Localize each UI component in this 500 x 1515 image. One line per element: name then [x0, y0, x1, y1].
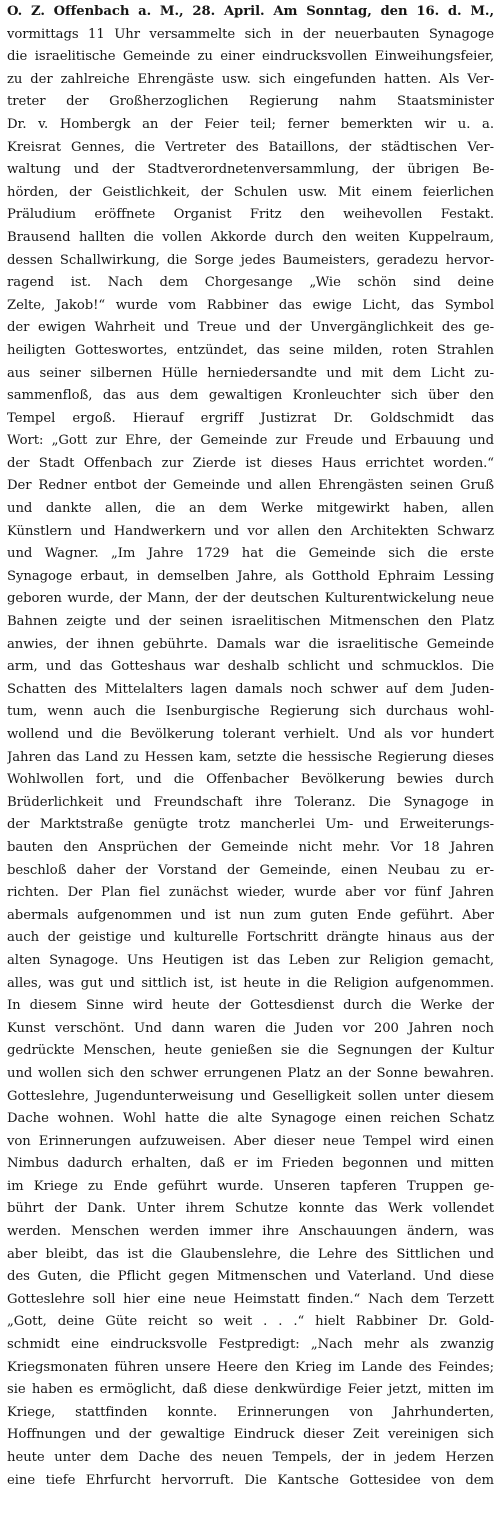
text-line: Kriegsmonaten führen unsere Heere den Krieg im Lande des Feindes; [7, 1359, 494, 1375]
text-line: die israelitische Gemeinde zu einer eindrucksvollen Einweihungsfeier, [7, 49, 494, 65]
text-line: In diesem Sinne wird heute der Gottesdienst durch die Werke der [7, 998, 494, 1014]
text-line: Brausend hallten die vollen Akkorde durch den weiten Kuppelraum, [7, 229, 494, 245]
text-line: hörden, der Geistlichkeit, der Schulen usw. Mit einem feierlichen [7, 184, 494, 200]
text-line: richten. Der Plan fiel zunächst wieder, wurde aber vor fünf Jahren [7, 885, 494, 901]
text-line: Tempel ergoß. Hierauf ergriff Justizrat Dr. Goldschmidt das [7, 410, 494, 426]
text-line: Dr. v. Hombergk an der Feier teil; ferner bemerkten wir u. a. [7, 116, 494, 132]
text-line: Jahren das Land zu Hessen kam, setzte die hessische Regierung dieses [7, 749, 494, 765]
text-line: vormittags 11 Uhr versammelte sich in der neuerbauten Synagoge [7, 26, 494, 42]
text-line [7, 1492, 494, 1515]
text-line: zu der zahlreiche Ehrengäste usw. sich eingefunden hatten. Als Ver- [7, 71, 494, 87]
text-line: des Guten, die Pflicht gegen Mitmenschen und Vaterland. Und diese [7, 1269, 494, 1285]
text-line: werden. Menschen werden immer ihre Anschauungen ändern, was [7, 1224, 494, 1240]
text-line: Brüderlichkeit und Freundschaft ihre Toleranz. Die Synagoge in [7, 794, 494, 810]
text-line: dessen Schallwirkung, die Sorge jedes Baumeisters, geradezu hervor- [7, 252, 494, 268]
text-line: beschloß daher der Vorstand der Gemeinde, einen Neubau zu er- [7, 862, 494, 878]
text-line: der Marktstraße genügte trotz mancherlei Um- und Erweiterungs- [7, 817, 494, 833]
text-line: wollend und die Bevölkerung tolerant verhielt. Und als vor hundert [7, 727, 494, 742]
text-line: waltung und der Stadtverordnetenversammlung, der übrigen Be- [7, 162, 494, 178]
text-line: geboren wurde, der Mann, der der deutschen Kulturentwickelung neue [7, 591, 494, 607]
text-line: Kunst verschönt. Und dann waren die Juden vor 200 Jahren noch [7, 1020, 494, 1036]
text-line: der ewigen Wahrheit und Treue und der Unvergänglichkeit des ge- [7, 320, 494, 336]
text-line: Nimbus dadurch erhalten, daß er im Frieden begonnen und mitten [7, 1156, 494, 1172]
text-line: treter der Großherzoglichen Regierung nahm Staatsminister [7, 94, 494, 110]
text-line: bührt der Dank. Unter ihrem Schutze konnte das Werk vollendet [7, 1201, 494, 1217]
text-line: Künstlern und Handwerkern und vor allen den Architekten Schwarz [7, 523, 494, 539]
text-line: schmidt eine eindrucksvolle Festpredigt: „Nach mehr als zwanzig [7, 1337, 494, 1353]
text-line: aus seiner silbernen Hülle herniedersandte und mit dem Licht zu- [7, 365, 494, 381]
text-line: Bahnen zeigte und der seinen israelitischen Mitmenschen den Platz [7, 614, 494, 630]
text-line: Hoffnungen und der gewaltige Eindruck dieser Zeit vereinigen sich [7, 1427, 494, 1443]
text-line: und dankte allen, die an dem Werke mitgewirkt haben, allen [7, 501, 494, 517]
dateline: O. Z. Offenbach a. M., 28. April. Am Sonntag, den 16. d. M., [7, 4, 494, 19]
text-line: sammenfloß, das aus dem gewaltigen Kronleuchter sich über den [7, 388, 494, 404]
text-line: im Kriege zu Ende geführt wurde. Unseren tapferen Truppen ge- [7, 1178, 494, 1194]
text-line: Präludium eröffnete Organist Fritz den weihevollen Festakt. [7, 207, 494, 223]
text-line: arm, und das Gotteshaus war deshalb schlicht und schmucklos. Die [7, 659, 494, 675]
text-line: auch der geistige und kulturelle Fortschritt drängte hinaus aus der [7, 930, 494, 946]
text-line: gedrückte Menschen, heute genießen sie die Segnungen der Kultur [7, 1043, 494, 1059]
text-line: bauten den Ansprüchen der Gemeinde nicht mehr. Vor 18 Jahren [7, 839, 494, 855]
text-line: von Erinnerungen aufzuweisen. Aber dieser neue Tempel wird einen [7, 1133, 494, 1149]
text-line: sie haben es ermöglicht, daß diese denkwürdige Feier jetzt, mitten im [7, 1382, 494, 1398]
text-line: Zelte, Jakob!“ wurde vom Rabbiner das ewige Licht, das Symbol [7, 297, 494, 313]
text-line: ragend ist. Nach dem Chorgesange „Wie schön sind deine [7, 275, 494, 291]
text-line: Dache wohnen. Wohl hatte die alte Synagoge einen reichen Schatz [7, 1111, 494, 1127]
text-line: aber bleibt, das ist die Glaubenslehre, die Lehre des Sittlichen und [7, 1246, 494, 1262]
text-line: anwies, der ihnen gebührte. Damals war die israelitische Gemeinde [7, 636, 494, 652]
text-line: alles, was gut und sittlich ist, ist heute in die Religion aufgenommen. [7, 975, 494, 991]
text-line: Gotteslehre, Jugendunterweisung und Geselligkeit sollen unter diesem [7, 1088, 494, 1104]
text-line: Wort: „Gott zur Ehre, der Gemeinde zur Freude und Erbauung und [7, 433, 494, 449]
text-line: alten Synagoge. Uns Heutigen ist das Leben zur Religion gemacht, [7, 952, 494, 968]
text-line: eine tiefe Ehrfurcht hervorruft. Die Kantsche Gottesidee von dem [7, 1472, 494, 1488]
text-line: Wohlwollen fort, und die Offenbacher Bevölkerung bewies durch [7, 772, 494, 788]
text-line: heute unter dem Dache des neuen Tempels, der in jedem Herzen [7, 1450, 494, 1465]
text-line: und Wagner. „Im Jahre 1729 hat die Gemeinde sich die erste [7, 546, 494, 562]
text-line: Kriege, stattfinden konnte. Erinnerungen von Jahrhunderten, [7, 1404, 494, 1420]
text-line: und wollen sich den schwer errungenen Platz an der Sonne bewahren. [7, 1065, 494, 1081]
text-line: der Stadt Offenbach zur Zierde ist dieses Haus errichtet worden.“ [7, 455, 494, 471]
text-line: „Gott, deine Güte reicht so weit . . .“ hielt Rabbiner Dr. Gold- [7, 1314, 494, 1330]
text-line: Der Redner entbot der Gemeinde und allen Ehrengästen seinen Gruß [7, 478, 494, 494]
text-line: heiligten Gotteswortes, entzündet, das seine milden, roten Strahlen [7, 342, 494, 358]
text-line: abermals aufgenommen und ist nun zum guten Ende geführt. Aber [7, 907, 494, 923]
text-line: tum, wenn auch die Isenburgische Regierung sich durchaus wohl- [7, 704, 494, 720]
text-line: Synagoge erbaut, in demselben Jahre, als Gotthold Ephraim Lessing [7, 568, 494, 584]
text-line: Gotteslehre soll hier eine neue Heimstatt finden.“ Nach dem Terzett [7, 1291, 494, 1307]
text-line: Kreisrat Gennes, die Vertreter des Bataillons, der städtischen Ver- [7, 139, 494, 155]
text-line: Schatten des Mittelalters lagen damals noch schwer auf dem Juden- [7, 681, 494, 697]
